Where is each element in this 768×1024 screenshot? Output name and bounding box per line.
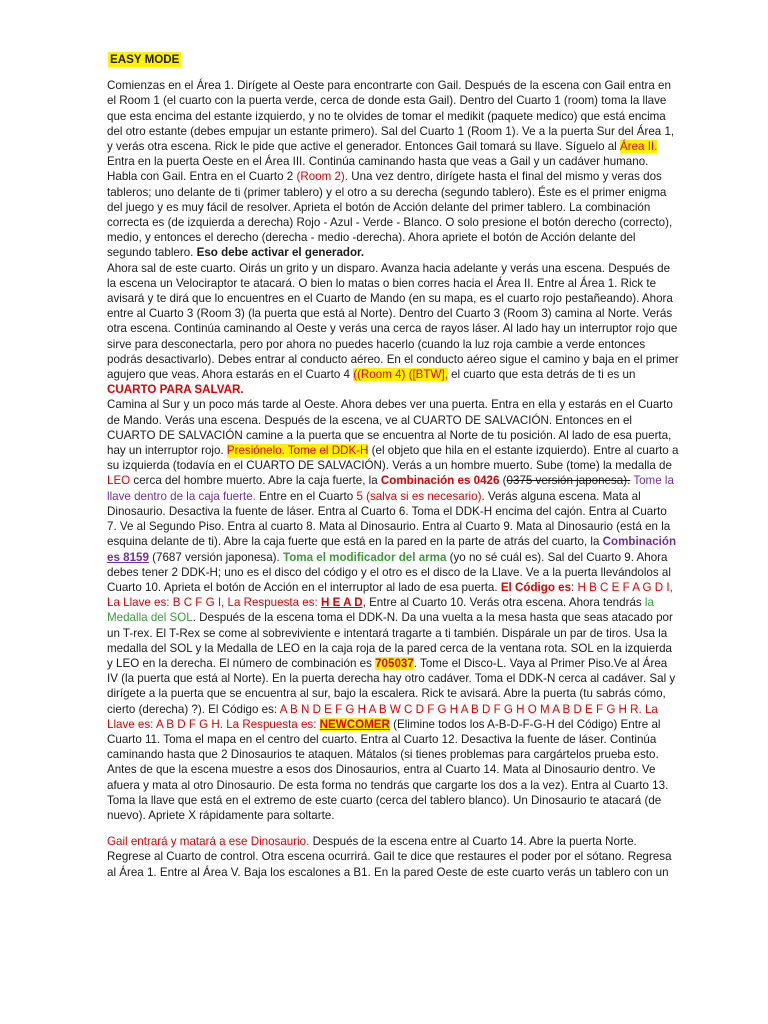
weapon-modifier: Toma el modificador del arma — [282, 550, 447, 564]
text: , Entre al Cuarto 10. Verás otra escena. Ahora tendrás — [362, 596, 645, 610]
press-ddk-h-highlight: Presiónelo. Tome el DDK-H — [226, 444, 369, 458]
room-2-label: (Room 2). — [296, 170, 349, 184]
text: Entra en la puerta Oeste en el Área III. Continúa caminando hasta que veas a Gail y un cadáver humano. Habla con Gail. Entra en el Cuarto 2 — [107, 155, 649, 184]
text: . Verás alguna escena. Mata al Dinosaurio. Desactiva la fuente de láser. Entra al Cuarto 6. Toma el DDK-H encima del cajón. Entra al Cuarto 7. Ve al Segundo Piso. Entra al cuarto 8. Mata al Dinosaurio. Entra al Cuarto 9. Mata al Dinosaurio (está en la esquina delante de ti). Abre la caja fuerte que está en la pared en la parte de atrás del cuarto, la — [107, 489, 671, 549]
leo-label: LEO — [107, 474, 131, 488]
walkthrough-document — [107, 52, 679, 880]
take-key-note: Tome la llave dentro de la caja fuerte. — [107, 474, 674, 503]
text: cerca del hombre muerto. Abre la caja fuerte, la — [130, 474, 381, 488]
text: Una vez dentro, dirígete hasta el final del mismo y veras dos tableros; uno delante de ti (primer tablero) y el otro a su derecha (segundo tablero). Éste es el primer enigma del juego y es muy fácil de resolver. Aprieta el botón de Acción delante del primer tablero. La combinación correcta es (de izquierda a derecha) Rojo - Azul - Verde - Blanco. O solo presione el botón derecho (correcto), medio, y entonces el derecho (derecha - medio -derecha). Ahora apriete el botón de Acción delante del segundo tablero. — [107, 170, 673, 260]
save-room-label: CUARTO PARA SALVAR. — [107, 383, 244, 397]
text: . Tome el Disco-L. Vaya al Primer Piso.Ve al Área IV (la puerta que está al Norte). En la puerta derecha hay otro cadáver. Toma el DDK-N cerca al cadáver. Sal y dirígete a la puerta que se encuentra al sur, bajo la escalera. Rick te avisará. Abre la puerta (tu sabrás cómo, cierto (derecha) ?). El Código es: — [107, 656, 676, 716]
text: Comienzas en el Área 1. Dirígete al Oeste para encontrarte con Gail. Después de la escena con Gail entra en el Room 1 (el cuarto con la puerta verde, cerca de donde esta Gail). Dentro del Cuarto 1 (room) toma la llave que esta encima del estante izquierdo, y no te olvides de tomar el medikit (paquete medico) que está encima del otro estante (debes empujar un estante primero). Sal del Cuarto 1 (Room 1). Ve a la puerta Sur del Área 1, y verás otra escena. Rick le pide que active el generador. Entonces Gail tomará su llave. Síguelo al — [107, 79, 675, 154]
text: . Después de la escena toma el DDK-N. Da una vuelta a la mesa hasta que seas atacado por un T-rex. El T-Rex se come al sobreviviente e intentará tragarte a ti también. Dispárale un par de tiros. Usa la medalla del SOL y la Medalla de LEO en la caja roja de la pared cerca de la ventana rota. SOL en la izquierda y LEO en la derecha. El número de combinación es — [107, 611, 673, 670]
text: Ahora sal de este cuarto. Oirás un grito y un disparo. Avanza hacia adelante y verás una escena. Después de la escena un Velociraptor te atacará. O bien lo matas o bien corres hacia el Área II. Entre al Área 1. Rick te avisará y te dirá que lo encuentres en el Cuarto de Mando (en su mapa, es el cuarto rojo pestañeando). Ahora entre al Cuarto 3 (Room 3) (la puerta que está al Norte). Dentro del Cuarto 3 (Room 3) camina al Norte. Verás otra escena. Continúa caminando al Oeste y verás una cerca de rayos láser. Al lado hay un interruptor rojo que sirve para desconectarla, pero por ahora no puedes hacerlo (cuando la luz roja cambie a verde entonces podrás desactivarlo). Debes entrar al conducto aéreo. En el conducto aéreo sigue el camino y baja en el primer agujero que veas. Ahora estarás en el Cuarto 4 — [107, 261, 679, 382]
combination-705037: 705037 — [375, 656, 414, 670]
text: (7687 versión japonesa). — [148, 550, 283, 564]
answer-head: H E A D — [320, 596, 363, 610]
text: : — [571, 580, 578, 594]
text: (el objeto que hila en el estante izquierdo). Entre al cuarto a su izquierda (todavía en el CUARTO DE SALVACIÓN). Verás a un hombre muerto. Sube (tome) la medalla de — [107, 444, 679, 473]
code-label: El Código es — [500, 580, 572, 594]
text: (Elimine todos los A-B-D-F-G-H del Código) Entre al Cuarto 11. Toma el mapa en el centro del cuarto. Entra al Cuarto 12. Desactiva la fuente de láser. Continúa caminando hasta que 2 Dinosaurios te ataquen. Mátalos (si tienes problemas para cargártelos prueba esto. Antes de que la escena muestre a esos dos Dinosaurios, entra al Cuarto 14. Mata al Dinosaurio dentro. Ve afuera y mata al otro Dinosaurio. De esta forma no tendrás que cargarte los dos a la vez). Entra al Cuarto 13. Toma la llave que está en el extremo de este cuarto (cerca del tablero blanco). Un Dinosaurio te atacará (de nuevo). Apriete X rápidamente para soltarte. — [107, 717, 669, 822]
text: Después de la escena entre al Cuarto 14. Abre la puerta Norte. Regrese al Cuarto de control. Otra escena ocurrirá. Gail te dice que restaures el poder por el sótano. Regresa al Área 1. Entre al Área V. Baja los escalones a B1. En la pared Oeste de este cuarto verás un tablero con un — [107, 835, 672, 879]
paragraph-main-route — [107, 397, 679, 823]
code-sequence-1: H B C E F A G D I, La Llave es: B C F G I, La Respuesta es: — [107, 580, 673, 610]
sun-medal: la Medalla del SOL — [107, 596, 654, 625]
gail-note: Gail entrará y matará a ese Dinosaurio. — [107, 835, 310, 849]
paragraph-area-1 — [107, 78, 679, 154]
combination-8159: es 8159 — [107, 550, 149, 564]
combination-0426: Combinación es 0426 — [380, 474, 500, 488]
code-sequence-2: A B N D E F G H A B W C D F G H A B D F G H O M A B D E F G H R. La Llave es: A B D F G H. La Respuesta es: — [107, 702, 658, 731]
text: el cuarto que esta detrás de ti es un — [447, 368, 636, 382]
paragraph-room-3-4 — [107, 261, 679, 398]
text: Camina al Sur y un poco más tarde al Oeste. Ahora debes ver una puerta. Entra en ella y estarás en el Cuarto de Mando. Verás una escena. Después de la escena, ve al CUARTO DE SALVACIÓN. Entonces en el CUARTO DE SALVACIÓN camine a la puerta que se encuentra al Norte de tu posición. Al lado de esa puerta, hay un interruptor rojo. — [107, 398, 673, 458]
text: Entre en el Cuarto — [255, 489, 357, 503]
paragraph-gail — [107, 834, 679, 880]
room-4-highlight: ((Room 4) ([BTW], — [353, 368, 448, 382]
paragraph-area-3 — [107, 154, 679, 260]
combination-label: Combinación — [602, 535, 677, 549]
area-ii-highlight: Área II. — [619, 140, 658, 154]
japanese-0375: 0375 versión japonesa). — [506, 474, 631, 488]
text: (yo no sé cuál es). Sal del Cuarto 9. Ahora debes tener 2 DDK-H; uno es el disco del código y el otro es el disco de la Llave. Ve a la puerta llevándolos al Cuarto 10. Aprieta el botón de Acción en el interruptor al lado de esa puerta. — [107, 550, 671, 594]
page-heading: EASY MODE — [110, 53, 180, 66]
text: ( — [499, 474, 507, 488]
room-5-note: 5 (salva si es necesario) — [356, 489, 482, 503]
generator-note: Eso debe activar el generador. — [196, 246, 365, 260]
answer-newcomer: NEWCOMER — [319, 717, 390, 731]
